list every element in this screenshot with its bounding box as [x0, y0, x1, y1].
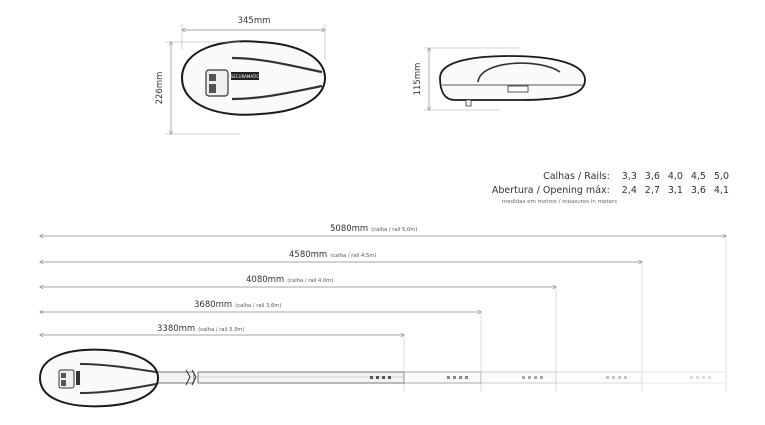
rails-row — [492, 170, 729, 184]
brand-text: SECURAMATIC — [230, 74, 260, 79]
opening-value: 2,7 — [644, 185, 660, 196]
length-3380: 3380mm (calha / rail 3,3m) — [157, 324, 245, 334]
opening-value: 2,4 — [621, 185, 637, 196]
rail-value: 3,3 — [621, 171, 637, 182]
opening-value: 4,1 — [713, 185, 729, 196]
rail — [150, 370, 726, 385]
depth-label: 226mm — [155, 71, 165, 105]
length-4080: 4080mm (calha / rail 4,0m) — [246, 275, 334, 285]
length-5080: 5080mm (calha / rail 5,0m) — [330, 224, 418, 234]
rail-value: 4,5 — [690, 171, 706, 182]
motor-top-view — [182, 41, 325, 115]
rail-value: 3,6 — [644, 171, 660, 182]
motor-on-rail — [40, 350, 158, 407]
motor-side-view — [440, 56, 585, 106]
rail-value: 4,0 — [667, 171, 683, 182]
opening-value: 3,6 — [690, 185, 706, 196]
rail-value: 5,0 — [713, 171, 729, 182]
rails-table — [492, 170, 729, 205]
width-label: 345mm — [237, 16, 271, 26]
opening-row — [492, 184, 729, 198]
height-label: 115mm — [413, 62, 423, 96]
length-3680: 3680mm (calha / rail 3,6m) — [194, 300, 282, 310]
units-note: medidas em metros / measures in meters — [501, 199, 617, 205]
rails-label: Calhas / Rails: — [543, 171, 610, 182]
opening-value: 3,1 — [667, 185, 683, 196]
length-4580: 4580mm (calha / rail 4,5m) — [289, 250, 377, 260]
opening-label: Abertura / Opening máx: — [491, 185, 610, 196]
